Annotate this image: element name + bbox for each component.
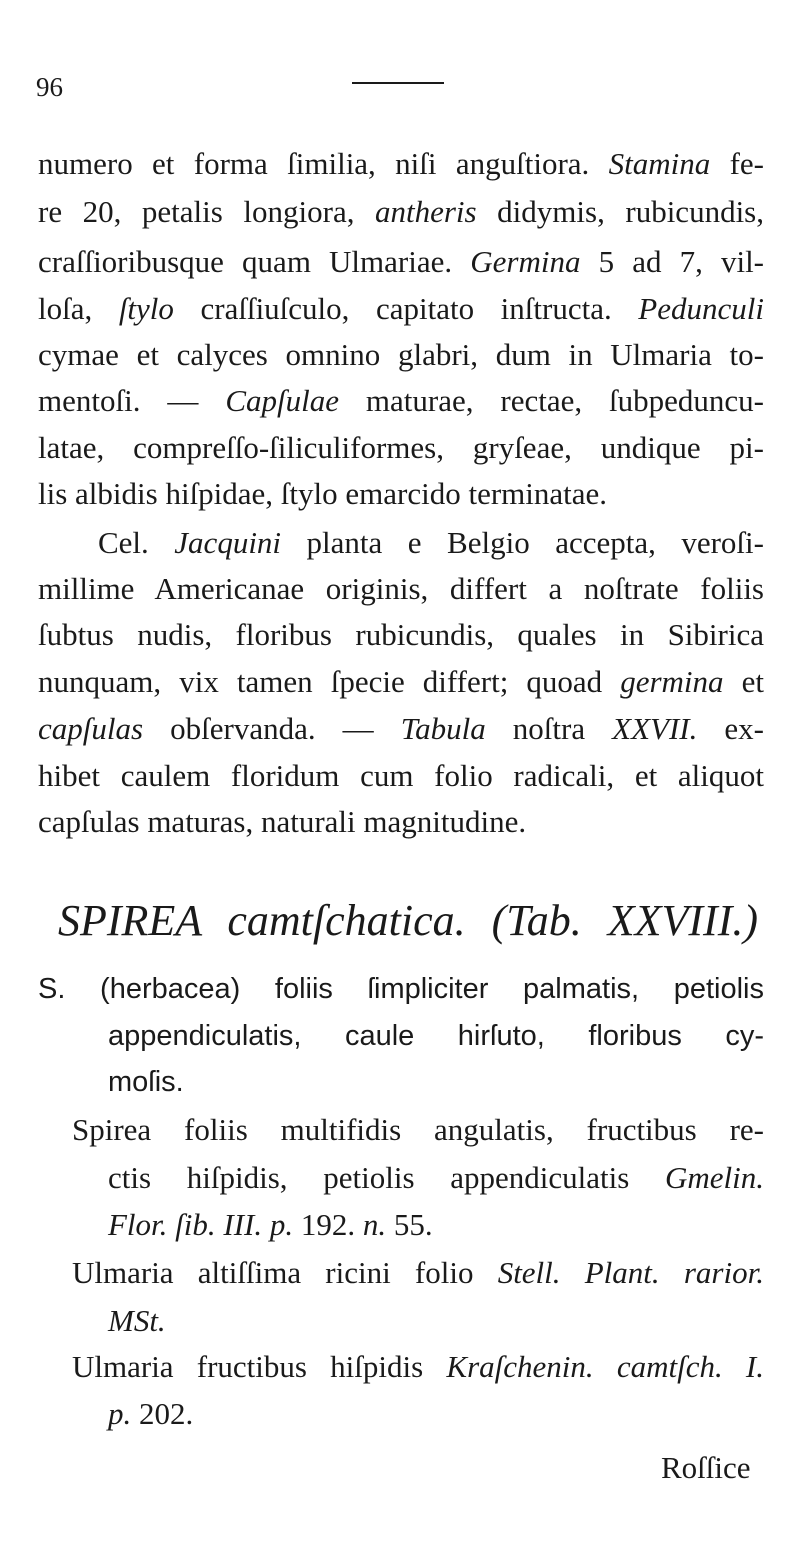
page-number: 96: [36, 72, 63, 102]
italic-term: Gmelin.: [664, 1160, 764, 1195]
italic-term: antheris: [375, 194, 477, 229]
italic-term: Jacquini: [174, 525, 282, 560]
italic-term: n.: [362, 1207, 387, 1242]
text-line: loſa, ſtylo craſſiuſculo, capitato inſtructa. Pedunculi: [38, 291, 764, 326]
italic-term: germina: [620, 664, 724, 699]
text-line: nunquam, vix tamen ſpecie differt; quoad germina et: [38, 664, 764, 699]
italic-term: XXVII.: [612, 711, 698, 746]
italic-term: p.: [108, 1396, 132, 1431]
synonym-line: Ulmaria fructibus hiſpidis Kraſchenin. camtſch. I.: [72, 1349, 764, 1384]
diagnosis-line: S. (herbacea) foliis ſimpliciter palmatis, petiolis: [38, 973, 764, 1005]
text-line: hibet caulem floridum cum folio radicali, et aliquot: [38, 758, 764, 793]
italic-term: Tabula: [400, 711, 486, 746]
text-line: craſſioribusque quam Ulmariae. Germina 5 ad 7, vil-: [38, 244, 765, 279]
italic-term: Flor. ſib. III. p.: [108, 1207, 294, 1242]
species-heading: SPIREA camtſchatica. (Tab. XXVIII.): [58, 896, 758, 945]
synonym-line: ctis hiſpidis, petiolis appendiculatis Gmelin.: [108, 1160, 764, 1195]
catchword: Roſſice: [661, 1450, 751, 1485]
synonym-line: Flor. ſib. III. p. 192. n. 55.: [108, 1207, 433, 1242]
text-line: millime Americanae originis, differt a noſtrate foliis: [38, 571, 764, 606]
synonym-line: p. 202.: [108, 1396, 194, 1431]
italic-term: MSt.: [108, 1303, 166, 1338]
synonym-line: Spirea foliis multifidis angulatis, fructibus re-: [72, 1112, 764, 1147]
header-rule: [352, 82, 444, 84]
text-line: latae, compreſſo-ſiliculiformes, gryſeae, undique pi-: [38, 430, 764, 465]
text-line: capſulas obſervanda. — Tabula noſtra XXVII. ex-: [38, 711, 764, 746]
italic-term: Stamina: [608, 146, 711, 181]
diagnosis-line: moſis.: [108, 1066, 184, 1098]
synonym-line: Ulmaria altiſſima ricini folio Stell. Plant. rarior.: [72, 1255, 764, 1290]
text-line: Cel. Jacquini planta e Belgio accepta, veroſi-: [98, 525, 764, 560]
italic-term: Germina: [470, 244, 581, 279]
italic-term: Capſulae: [225, 383, 339, 418]
italic-term: Pedunculi: [638, 291, 764, 326]
italic-term: Stell. Plant. rarior.: [497, 1255, 764, 1290]
text-line: ſubtus nudis, floribus rubicundis, quales in Sibirica: [38, 617, 764, 652]
italic-term: ſtylo: [118, 291, 174, 326]
text-line: numero et forma ſimilia, niſi anguſtiora. Stamina fe-: [38, 146, 765, 181]
synonym-line: [108, 1305, 166, 1336]
text-line: re 20, petalis longiora, antheris didymis, rubicundis,: [38, 194, 764, 229]
italic-term: Kraſchenin. camtſch. I.: [446, 1349, 764, 1384]
diagnosis-line: appendiculatis, caule hirſuto, floribus cy-: [108, 1020, 764, 1052]
text-line: lis albidis hiſpidae, ſtylo emarcido terminatae.: [38, 476, 608, 511]
text-line: capſulas maturas, naturali magnitudine.: [38, 804, 527, 839]
italic-term: capſulas: [38, 711, 144, 746]
text-line: cymae et calyces omnino glabri, dum in Ulmaria to-: [38, 337, 764, 372]
text-line: mentoſi. — Capſulae maturae, rectae, ſubpeduncu-: [38, 383, 764, 418]
